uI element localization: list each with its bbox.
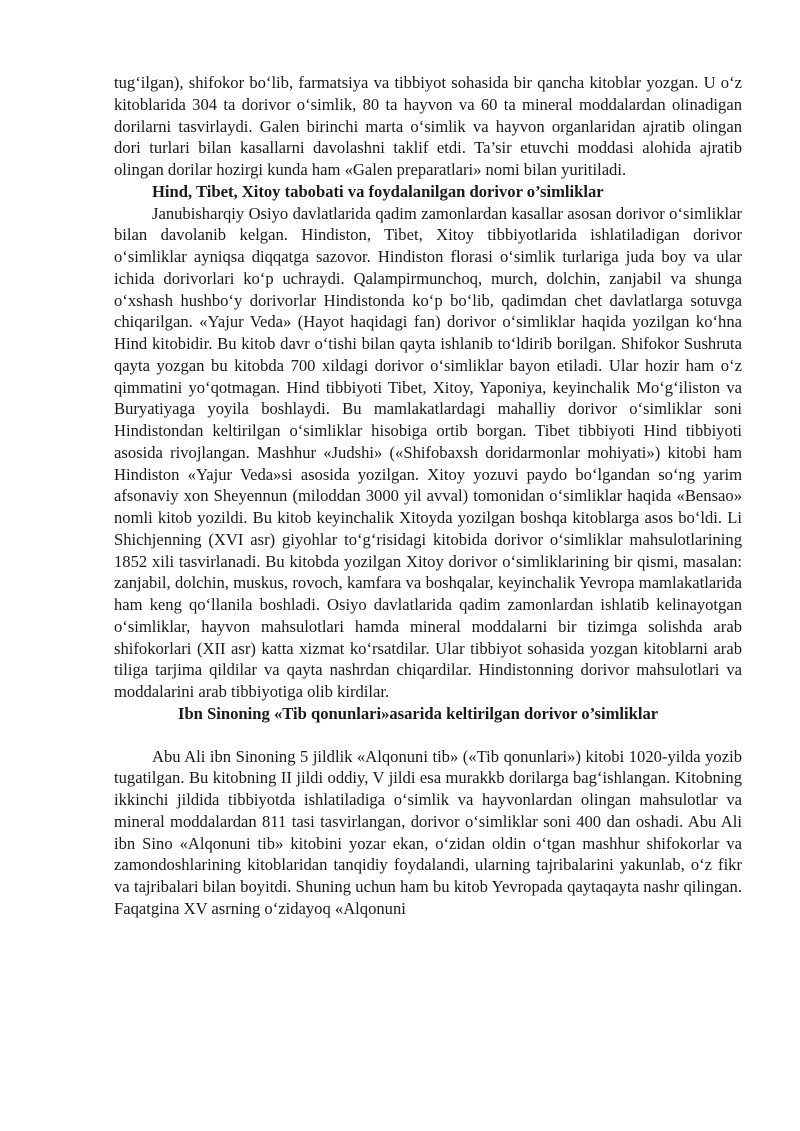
paragraph-galen: tug‘ilgan), shifokor bo‘lib, farmatsiya va tibbiyot sohasida bir qancha kitoblar yozgan. U o‘z kitoblarida 304 ta dorivor o‘simlik, 80 ta hayvon va 60 ta mineral moddalardan olinadigan dorilarni tasvirlaydi. Galen birinchi marta o‘simlik va hayvon organlaridan ajratib olingan dori turlari bilan kasallarni davolashni taklif etdi. Ta’sir etuvchi moddasi alohida ajratib olingan dorilar hozirgi kunda ham «Galen preparatlari» nomi bilan yuritiladi. [114, 73, 742, 179]
document-page [114, 72, 742, 920]
section-heading-hind-tibet-xitoy: Hind, Tibet, Xitoy tabobati va foydalanilgan dorivor o’simliklar [152, 181, 604, 201]
paragraph-asian-medicine: Janubisharqiy Osiyo davlatlarida qadim zamonlardan kasallar asosan dorivor o‘simliklar bilan davolanib kelgan. Hindiston, Tibet, Xitoy tibbiyotlarida ishlatiladigan dorivor o‘simliklar ayniqsa diqqatga sazovor. Hindiston florasi o‘simlik turlariga juda boy va ular ichida dorivorlari ko‘p uchraydi. Qalampirmunchoq, murch, dolchin, zanjabil va shunga o‘xshash hushbo‘y dorivorlar Hindistonda ko‘p bo‘lib, qadimdan chet davlatlarga sotuvga chiqarilgan. «Yajur Veda» (Hayot haqidagi fan) dorivor o‘simliklar haqida yozilgan ko‘hna Hind kitobidir. Bu kitob davr o‘tishi bilan qayta ishlanib to‘ldirib borilgan. Shifokor Sushruta qayta yozgan bu kitobda 700 xildagi dorivor o‘simliklar bayon etiladi. Ular hozir ham o‘z qimmatini yo‘qotmagan. Hind tibbiyoti Tibet, Xitoy, Yaponiya, keyinchalik Mo‘g‘iliston va Buryatiyaga yoyila boshlaydi. Bu mamlakatlardagi mahalliy dorivor o‘simliklar soni Hindistondan keltirilgan o‘simliklar hisobiga ortib borgan. Tibet tibbiyoti Hind tibbiyoti asosida rivojlangan. Mashhur «Judshi» («Shifobaxsh doridarmonlar mohiyati») kitobi ham Hindiston «Yajur Veda»si asosida yozilgan. Xitoy yozuvi paydo bo‘lgandan so‘ng yarim afsonaviy xon Sheyennun (miloddan 3000 yil avval) tomonidan o‘simliklar haqida «Bensao» nomli kitob yozildi. Bu kitob keyinchalik Xitoyda yozilgan boshqa kitoblarga asos bo‘ldi. Li Shichjenning (XVI asr) giyohlar to‘g‘risidagi kitobida dorivor o‘simliklar mahsulotlarining 1852 xili tasvirlanadi. Bu kitobda yozilgan Xitoy dorivor o‘simliklarining bir qismi, masalan: zanjabil, dolchin, muskus, rovoch, kamfara va boshqalar, keyinchalik Yevropa mamlakatlarida ham keng qo‘llanila boshladi. Osiyo davlatlarida qadim zamonlardan ishlatib kelinayotgan o‘simliklar, hayvon mahsulotlari hamda mineral moddalarni bir tizimga solishda arab shifokorlari (XII asr) katta xizmat ko‘rsatdilar. Ular tibbiyot sohasida yozgan kitoblarni arab tiliga tarjima qildilar va qayta nashrdan chiqardilar. Hindistonning dorivor mahsulotlari va moddalarini arab tibbiyotiga olib kirdilar. [114, 203, 742, 701]
section-heading-ibn-sino: Ibn Sinoning «Tib qonunlari»asarida keltirilgan dorivor o’simliklar [178, 703, 659, 723]
paragraph-ibn-sino: Abu Ali ibn Sinoning 5 jildlik «Alqonuni tib» («Tib qonunlari») kitobi 1020-yilda yozib tugatilgan. Bu kitobning II jildi oddiy, V jildi esa murakkb dorilarga bag‘ishlangan. Kitobning ikkinchi jildida tibbiyotda ishlatiladiga o‘simlik va hayvonlardan olingan mahsulotlar va mineral moddalardan 811 tasi tasvirlangan, dorivor o‘simliklar soni 400 dan oshadi. Abu Ali ibn Sino «Alqonuni tib» kitobini yozar ekan, o‘zidan oldin o‘tgan mashhur shifokorlar va zamondoshlarining kitoblaridan tanqidiy foydalandi, ularning tajribalarini yakunlab, o‘z fikr va tajribalari bilan boyitdi. Shuning uchun ham bu kitob Yevropada qaytaqayta nashr qilingan. Faqatgina XV asrning o‘zidayoq «Alqonuni [114, 746, 742, 918]
